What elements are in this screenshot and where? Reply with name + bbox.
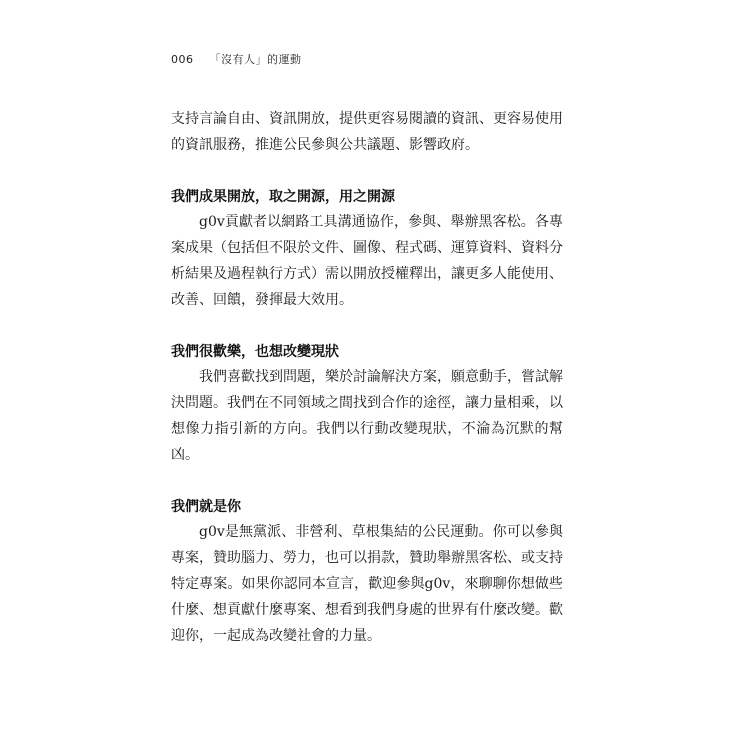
page-number: 006 — [171, 53, 194, 66]
page-content — [171, 106, 563, 649]
section-body: 我們喜歡找到問題，樂於討論解決方案，願意動手，嘗試解決問題。我們在不同領域之間找到合作的途徑，讓力量相乘，以想像力指引新的方向。我們以行動改變現狀，不淪為沉默的幫凶。 — [171, 369, 563, 463]
section-open-results — [171, 185, 563, 313]
intro-paragraph: 支持言論自由、資訊開放，提供更容易閱讀的資訊、更容易使用的資訊服務，推進公民參與公共議題、影響政府。 — [171, 111, 563, 153]
section-heading: 我們就是你 — [171, 499, 241, 515]
section-body: g0v是無黨派、非營利、草根集結的公民運動。你可以參與專案，贊助腦力、勞力，也可以捐款，贊助舉辦黑客松、或支持特定專案。如果你認同本宣言，歡迎參與g0v，來聊聊你想做些什麼、想貢獻什麼專案、想看到我們身處的世界有什麼改變。歡迎你，一起成為改變社會的力量。 — [171, 524, 563, 644]
section-heading: 我們成果開放，取之開源，用之開源 — [171, 189, 395, 205]
section-heading: 我們很歡樂，也想改變現狀 — [171, 344, 339, 360]
section-body: g0v貢獻者以網路工具溝通協作，參與、舉辦黑客松。各專案成果（包括但不限於文件、圖像、程式碼、運算資料、資料分析結果及過程執行方式）需以開放授權釋出，讓更多人能使用、改善、回饋，發揮最大效用。 — [171, 214, 563, 308]
running-header — [171, 51, 302, 67]
section-we-are-you — [171, 495, 563, 649]
section-happy-change — [171, 340, 563, 468]
book-title: 「沒有人」的運動 — [209, 53, 302, 66]
